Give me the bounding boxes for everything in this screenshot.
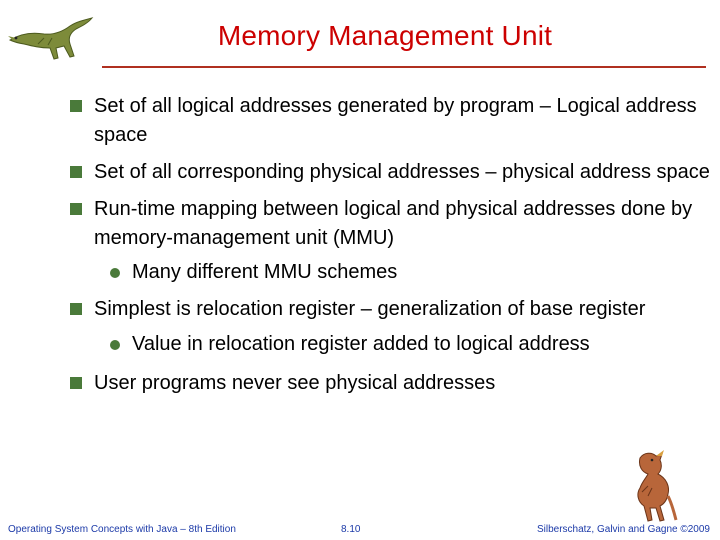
square-bullet-icon (70, 100, 82, 112)
bullet-item (70, 195, 710, 253)
bullet-text: Simplest is relocation register – generalization of base register (94, 298, 646, 320)
sub-bullet-item (70, 330, 710, 359)
sub-bullet-text: Value in relocation register added to logical address (132, 333, 590, 355)
round-bullet-icon (110, 340, 120, 350)
bullet-item (70, 369, 710, 398)
bullet-text: Set of all corresponding physical addresses – physical address space (94, 161, 710, 183)
bullet-item (70, 295, 710, 324)
square-bullet-icon (70, 303, 82, 315)
dinosaur-icon (626, 446, 678, 524)
bullet-text: Set of all logical addresses generated by program – Logical address space (94, 95, 697, 146)
title-underline (102, 66, 706, 68)
bullet-item (70, 92, 710, 150)
footer-right: Silberschatz, Galvin and Gagne ©2009 (536, 524, 710, 535)
square-bullet-icon (70, 203, 82, 215)
sub-bullet-item (70, 258, 710, 287)
footer-left: Operating System Concepts with Java – 8th Edition (8, 524, 236, 535)
square-bullet-icon (70, 377, 82, 389)
sub-bullet-text: Many different MMU schemes (132, 261, 398, 283)
bullet-list (70, 92, 710, 398)
bullet-text: Run-time mapping between logical and physical addresses done by memory-management unit (MMU) (94, 198, 693, 249)
dinosaur-icon (4, 14, 100, 64)
slide-title: Memory Management Unit (217, 20, 553, 51)
square-bullet-icon (70, 166, 82, 178)
bullet-text: User programs never see physical addresses (94, 372, 496, 394)
bullet-item (70, 158, 710, 187)
page-number: 8.10 (341, 524, 361, 535)
round-bullet-icon (110, 268, 120, 278)
